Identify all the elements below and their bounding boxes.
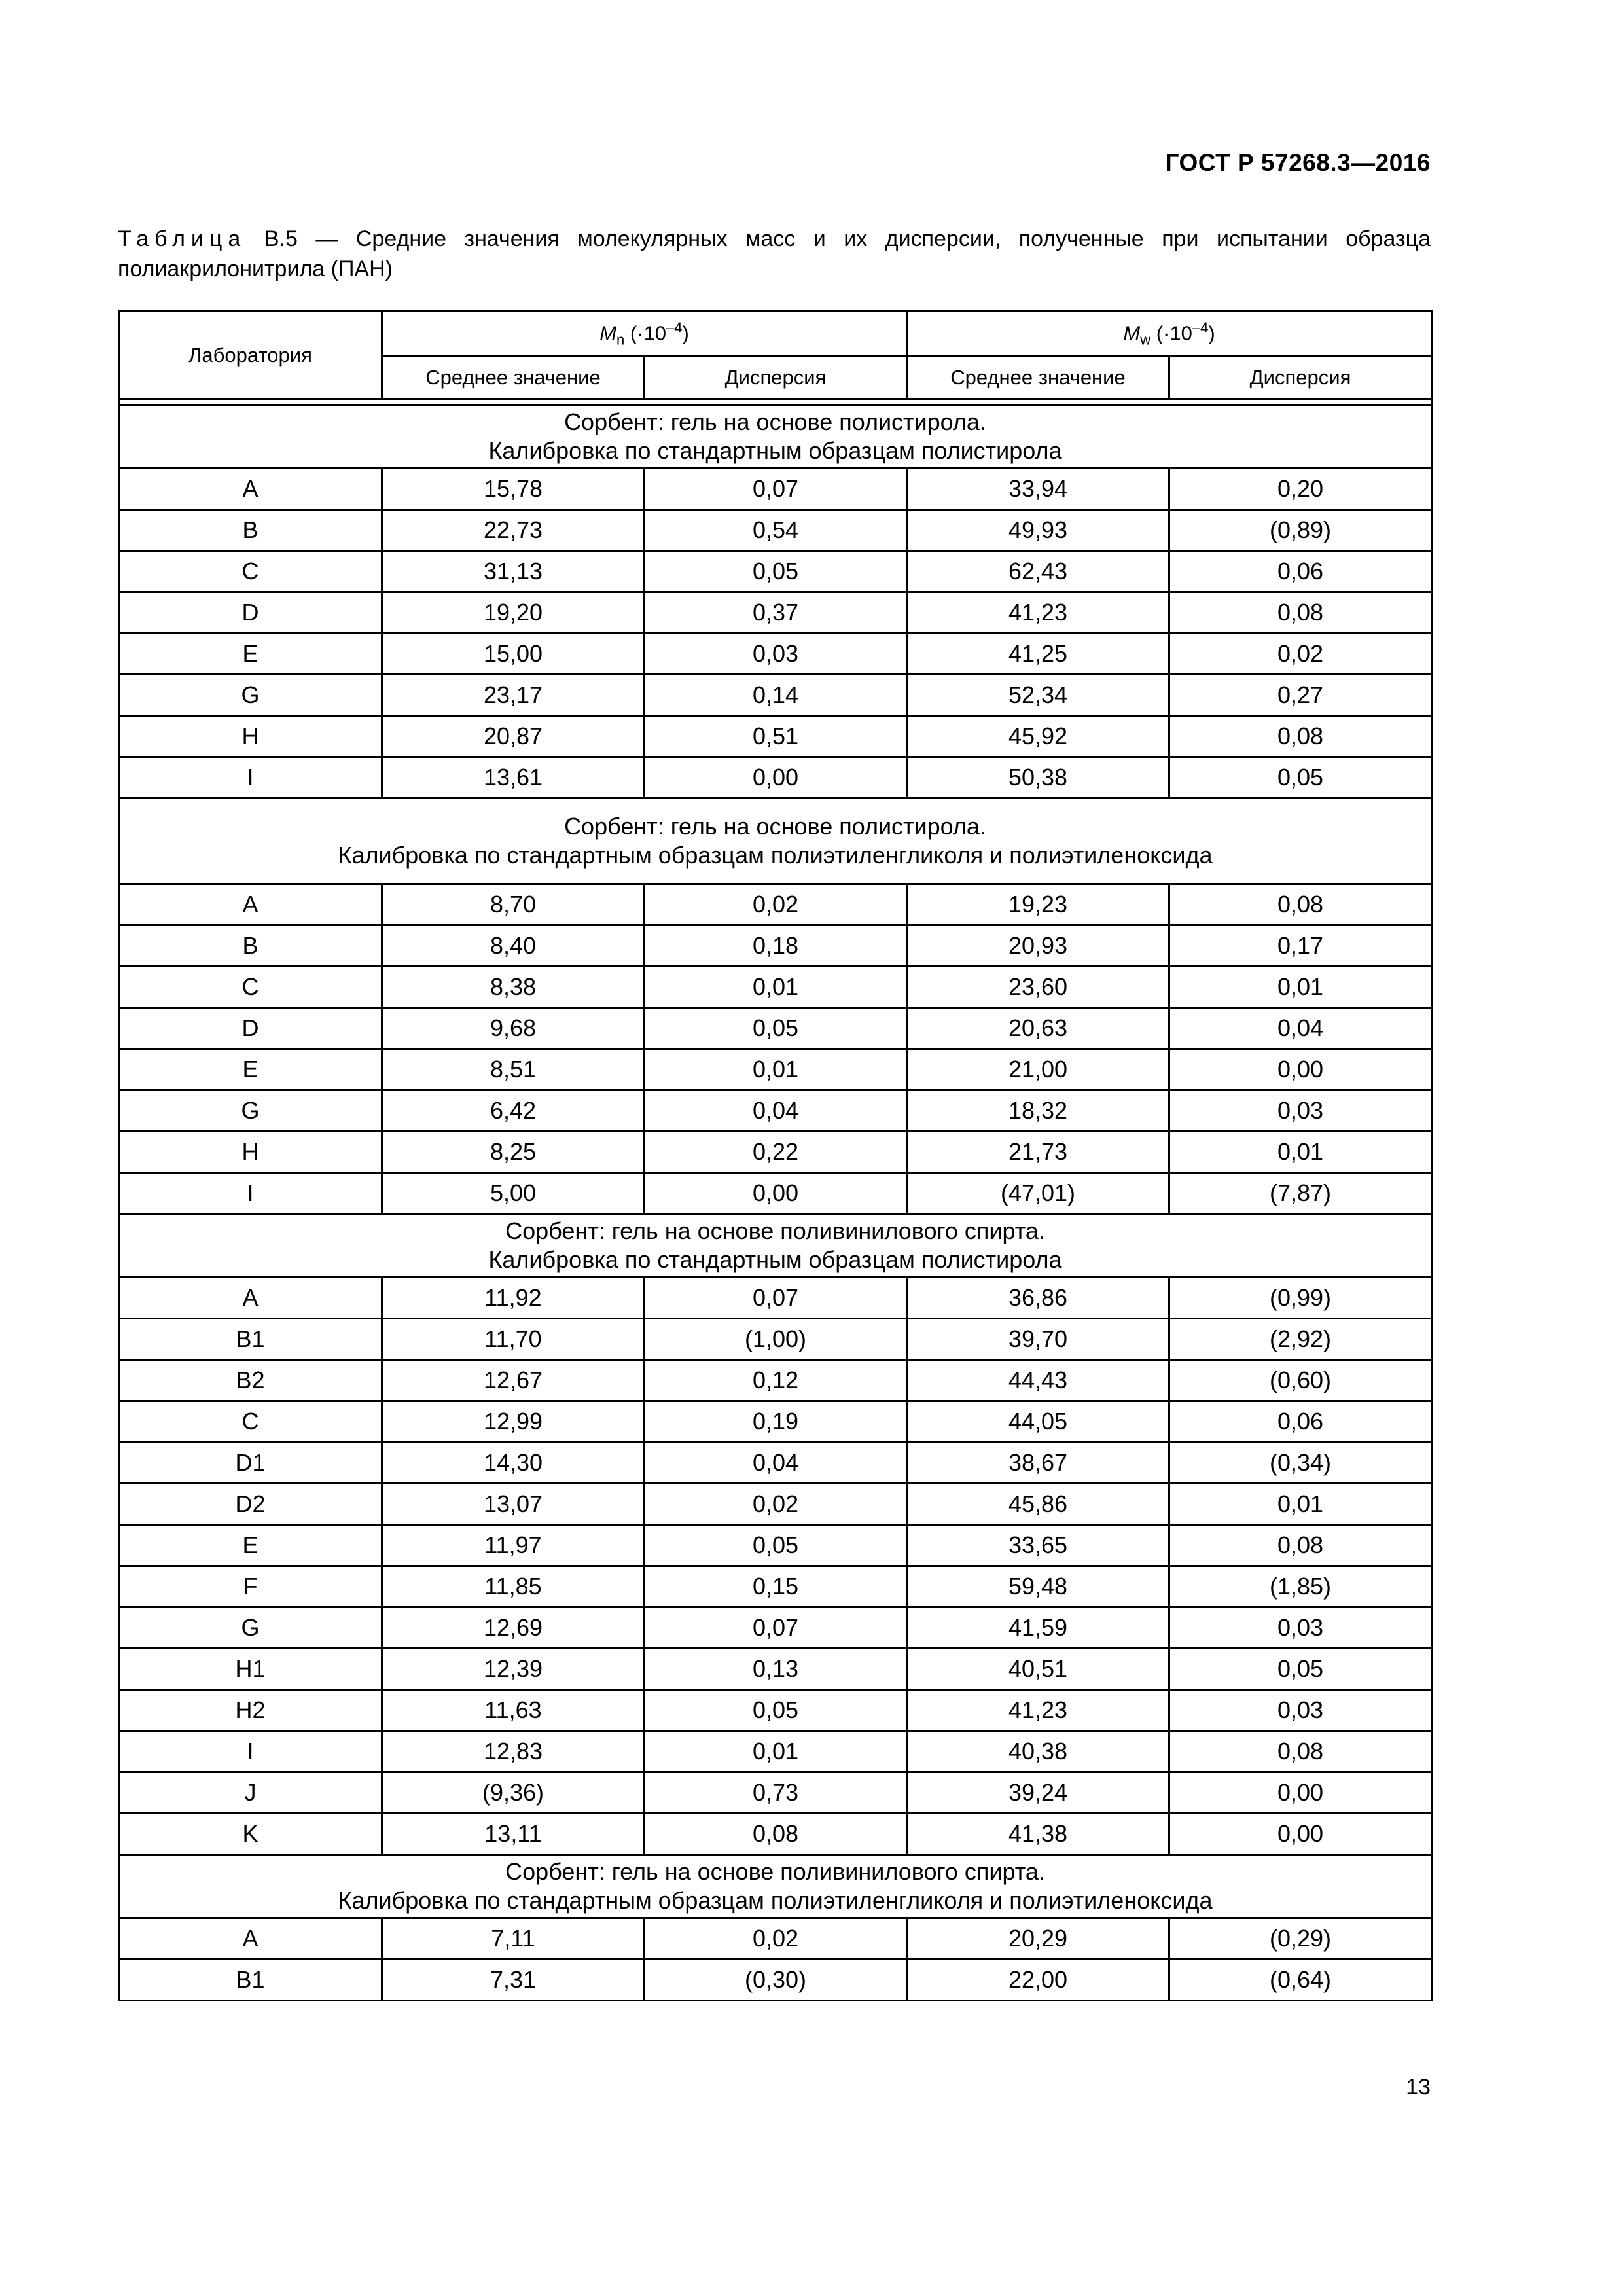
cell-mw-mean: 33,65 [907, 1525, 1169, 1566]
cell-lab: B2 [119, 1360, 382, 1401]
section-header [119, 798, 1432, 884]
cell-mn-dispersion: 0,01 [645, 1049, 907, 1090]
cell-mn-mean: 8,40 [382, 925, 645, 967]
table-row [119, 967, 1432, 1008]
cell-mn-dispersion: 0,01 [645, 1731, 907, 1772]
cell-mw-dispersion: (0,34) [1169, 1443, 1432, 1484]
cell-lab: F [119, 1566, 382, 1607]
cell-mn-mean: 15,78 [382, 469, 645, 510]
cell-mn-dispersion: 0,03 [645, 634, 907, 675]
cell-mn-dispersion: 0,07 [645, 1278, 907, 1319]
cell-mw-mean: 45,86 [907, 1484, 1169, 1525]
cell-mn-dispersion: 0,02 [645, 884, 907, 925]
cell-mw-mean: 39,70 [907, 1319, 1169, 1360]
cell-mw-dispersion: 0,05 [1169, 757, 1432, 798]
cell-mw-mean: 21,73 [907, 1132, 1169, 1173]
table-row [119, 884, 1432, 925]
table-row [119, 716, 1432, 757]
molecular-mass-table [118, 310, 1433, 2001]
cell-mn-mean: 6,42 [382, 1090, 645, 1132]
cell-lab: J [119, 1772, 382, 1814]
cell-mn-mean: 31,13 [382, 551, 645, 592]
table-row [119, 1772, 1432, 1814]
col-header-mw: $M_w$ $(\cdot 10^{-4})$ [907, 312, 1432, 357]
cell-mw-dispersion: 0,00 [1169, 1772, 1432, 1814]
cell-lab: I [119, 1731, 382, 1772]
cell-mn-dispersion: 0,07 [645, 469, 907, 510]
section-header [119, 1214, 1432, 1278]
cell-mw-mean: 38,67 [907, 1443, 1169, 1484]
table-row [119, 551, 1432, 592]
cell-mn-mean: 15,00 [382, 634, 645, 675]
cell-mw-mean: 20,29 [907, 1918, 1169, 1960]
cell-mw-dispersion: 0,01 [1169, 1484, 1432, 1525]
section-header [119, 1855, 1432, 1918]
cell-mn-mean: 14,30 [382, 1443, 645, 1484]
cell-mn-mean: 9,68 [382, 1008, 645, 1049]
cell-lab: G [119, 1607, 382, 1649]
cell-mw-dispersion: 0,05 [1169, 1649, 1432, 1690]
cell-mn-mean: 13,61 [382, 757, 645, 798]
cell-mw-dispersion: 0,04 [1169, 1008, 1432, 1049]
cell-mn-dispersion: 0,15 [645, 1566, 907, 1607]
cell-mn-dispersion: 0,05 [645, 1008, 907, 1049]
cell-mn-mean: 11,63 [382, 1690, 645, 1731]
col-header-mn-dispersion: Дисперсия [645, 357, 907, 399]
cell-mw-mean: (47,01) [907, 1173, 1169, 1214]
cell-mn-mean: 19,20 [382, 592, 645, 634]
cell-mw-mean: 33,94 [907, 469, 1169, 510]
cell-mw-mean: 40,51 [907, 1649, 1169, 1690]
cell-mw-mean: 36,86 [907, 1278, 1169, 1319]
section-title [119, 798, 1432, 884]
cell-mw-dispersion: (1,85) [1169, 1566, 1432, 1607]
cell-mw-dispersion: 0,17 [1169, 925, 1432, 967]
cell-mn-dispersion: 0,07 [645, 1607, 907, 1649]
cell-mn-mean: 8,51 [382, 1049, 645, 1090]
cell-mw-mean: 20,93 [907, 925, 1169, 967]
cell-mn-dispersion: (1,00) [645, 1319, 907, 1360]
cell-lab: G [119, 675, 382, 716]
cell-mw-mean: 20,63 [907, 1008, 1169, 1049]
col-header-laboratory: Лаборатория [119, 312, 382, 399]
cell-mw-mean: 41,23 [907, 592, 1169, 634]
section-calibration: Калибровка по стандартным образцам полистирола [488, 437, 1062, 464]
table-row [119, 592, 1432, 634]
cell-mw-mean: 45,92 [907, 716, 1169, 757]
cell-mn-dispersion: 0,18 [645, 925, 907, 967]
cell-mn-dispersion: 0,02 [645, 1918, 907, 1960]
table-row [119, 1443, 1432, 1484]
table-row [119, 634, 1432, 675]
section-calibration: Калибровка по стандартным образцам полиэтиленгликоля и полиэтиленоксида [338, 1887, 1213, 1914]
cell-mw-dispersion: (0,64) [1169, 1960, 1432, 2001]
table-row [119, 1960, 1432, 2001]
cell-lab: H2 [119, 1690, 382, 1731]
cell-mw-mean: 59,48 [907, 1566, 1169, 1607]
section-header [119, 405, 1432, 469]
cell-lab: A [119, 884, 382, 925]
cell-mw-dispersion: 0,01 [1169, 1132, 1432, 1173]
cell-mw-mean: 50,38 [907, 757, 1169, 798]
section-sorbent: Сорбент: гель на основе поливинилового спирта. [505, 1217, 1045, 1244]
cell-mw-dispersion: 0,08 [1169, 1731, 1432, 1772]
cell-mw-mean: 41,59 [907, 1607, 1169, 1649]
table-row [119, 1319, 1432, 1360]
cell-mw-dispersion: 0,27 [1169, 675, 1432, 716]
table-body [119, 405, 1432, 2001]
cell-mw-dispersion: (7,87) [1169, 1173, 1432, 1214]
section-calibration: Калибровка по стандартным образцам полиэтиленгликоля и полиэтиленоксида [338, 842, 1213, 869]
cell-lab: A [119, 1278, 382, 1319]
cell-mw-mean: 41,38 [907, 1814, 1169, 1855]
table-row [119, 1731, 1432, 1772]
cell-lab: K [119, 1814, 382, 1855]
table-row [119, 1690, 1432, 1731]
cell-mn-mean: 12,99 [382, 1401, 645, 1443]
table-row [119, 1173, 1432, 1214]
table-row [119, 1278, 1432, 1319]
cell-mn-mean: 13,07 [382, 1484, 645, 1525]
col-header-mw-mean: Среднее значение [907, 357, 1169, 399]
table-row [119, 1607, 1432, 1649]
cell-mw-dispersion: 0,02 [1169, 634, 1432, 675]
cell-mn-dispersion: 0,05 [645, 1525, 907, 1566]
cell-mw-dispersion: (0,60) [1169, 1360, 1432, 1401]
cell-mn-mean: 5,00 [382, 1173, 645, 1214]
cell-mn-dispersion: 0,05 [645, 1690, 907, 1731]
cell-mn-mean: 13,11 [382, 1814, 645, 1855]
cell-mn-mean: 8,70 [382, 884, 645, 925]
table-row [119, 1132, 1432, 1173]
cell-mn-mean: 12,69 [382, 1607, 645, 1649]
cell-mn-dispersion: 0,54 [645, 510, 907, 551]
cell-mw-dispersion: 0,06 [1169, 1401, 1432, 1443]
cell-mn-dispersion: 0,73 [645, 1772, 907, 1814]
cell-mw-mean: 40,38 [907, 1731, 1169, 1772]
cell-mn-mean: 11,97 [382, 1525, 645, 1566]
cell-lab: E [119, 1049, 382, 1090]
cell-lab: B1 [119, 1960, 382, 2001]
cell-lab: E [119, 634, 382, 675]
cell-mn-mean: 12,67 [382, 1360, 645, 1401]
cell-mn-mean: 7,11 [382, 1918, 645, 1960]
cell-mn-mean: 8,38 [382, 967, 645, 1008]
cell-mw-mean: 21,00 [907, 1049, 1169, 1090]
col-header-mn-mean: Среднее значение [382, 357, 645, 399]
cell-mn-mean: 7,31 [382, 1960, 645, 2001]
cell-lab: B [119, 510, 382, 551]
cell-lab: D [119, 1008, 382, 1049]
cell-mw-dispersion: 0,00 [1169, 1814, 1432, 1855]
cell-mw-mean: 44,05 [907, 1401, 1169, 1443]
table-row [119, 1090, 1432, 1132]
cell-lab: A [119, 1918, 382, 1960]
cell-mn-dispersion: 0,00 [645, 1173, 907, 1214]
cell-mn-mean: 11,85 [382, 1566, 645, 1607]
cell-mn-mean: 8,25 [382, 1132, 645, 1173]
document-id: ГОСТ Р 57268.3—2016 [1165, 149, 1431, 176]
section-sorbent: Сорбент: гель на основе поливинилового спирта. [505, 1858, 1045, 1885]
cell-lab: I [119, 1173, 382, 1214]
cell-mw-mean: 39,24 [907, 1772, 1169, 1814]
table-row [119, 1008, 1432, 1049]
cell-mn-dispersion: 0,05 [645, 551, 907, 592]
col-header-mw-dispersion: Дисперсия [1169, 357, 1432, 399]
cell-mw-dispersion: 0,08 [1169, 592, 1432, 634]
cell-mw-mean: 41,25 [907, 634, 1169, 675]
table-row [119, 1360, 1432, 1401]
table-row [119, 757, 1432, 798]
cell-mw-dispersion: 0,00 [1169, 1049, 1432, 1090]
section-sorbent: Сорбент: гель на основе полистирола. [564, 408, 986, 435]
cell-mn-dispersion: 0,19 [645, 1401, 907, 1443]
cell-mw-dispersion: 0,08 [1169, 884, 1432, 925]
cell-mn-dispersion: 0,08 [645, 1814, 907, 1855]
table-row [119, 469, 1432, 510]
table-row [119, 1814, 1432, 1855]
table-row [119, 1566, 1432, 1607]
cell-mw-mean: 62,43 [907, 551, 1169, 592]
cell-mw-dispersion: (0,99) [1169, 1278, 1432, 1319]
cell-mw-dispersion: 0,08 [1169, 1525, 1432, 1566]
cell-mn-mean: 22,73 [382, 510, 645, 551]
cell-mn-mean: 12,83 [382, 1731, 645, 1772]
cell-mn-dispersion: 0,01 [645, 967, 907, 1008]
cell-lab: A [119, 469, 382, 510]
cell-mn-dispersion: 0,51 [645, 716, 907, 757]
section-calibration: Калибровка по стандартным образцам полистирола [488, 1246, 1062, 1273]
cell-lab: B [119, 925, 382, 967]
cell-mw-dispersion: 0,03 [1169, 1690, 1432, 1731]
cell-lab: E [119, 1525, 382, 1566]
cell-mn-mean: 12,39 [382, 1649, 645, 1690]
cell-mw-dispersion: (0,29) [1169, 1918, 1432, 1960]
page-number: 13 [1406, 2075, 1431, 2100]
cell-mn-dispersion: 0,04 [645, 1443, 907, 1484]
cell-mn-dispersion: 0,12 [645, 1360, 907, 1401]
section-sorbent: Сорбент: гель на основе полистирола. [564, 813, 986, 840]
cell-mw-dispersion: (0,89) [1169, 510, 1432, 551]
cell-lab: H1 [119, 1649, 382, 1690]
cell-mn-dispersion: 0,14 [645, 675, 907, 716]
cell-mn-mean: 11,70 [382, 1319, 645, 1360]
cell-mn-mean: 11,92 [382, 1278, 645, 1319]
cell-mn-dispersion: 0,22 [645, 1132, 907, 1173]
cell-mw-mean: 22,00 [907, 1960, 1169, 2001]
cell-mw-dispersion: 0,20 [1169, 469, 1432, 510]
cell-mw-mean: 49,93 [907, 510, 1169, 551]
table-row [119, 675, 1432, 716]
cell-mn-dispersion: (0,30) [645, 1960, 907, 2001]
table-row [119, 1049, 1432, 1090]
table-row [119, 1525, 1432, 1566]
cell-lab: C [119, 551, 382, 592]
cell-mw-dispersion: 0,01 [1169, 967, 1432, 1008]
section-title [119, 405, 1432, 469]
cell-lab: D [119, 592, 382, 634]
section-title [119, 1214, 1432, 1278]
cell-mw-dispersion: (2,92) [1169, 1319, 1432, 1360]
table-row [119, 925, 1432, 967]
caption-lead: Таблица [118, 226, 247, 251]
table-row [119, 510, 1432, 551]
cell-mw-dispersion: 0,03 [1169, 1607, 1432, 1649]
cell-mn-dispersion: 0,00 [645, 757, 907, 798]
cell-mn-dispersion: 0,04 [645, 1090, 907, 1132]
cell-mw-mean: 19,23 [907, 884, 1169, 925]
cell-lab: G [119, 1090, 382, 1132]
cell-mn-mean: (9,36) [382, 1772, 645, 1814]
cell-mn-mean: 20,87 [382, 716, 645, 757]
cell-mw-mean: 52,34 [907, 675, 1169, 716]
header-row-top [119, 312, 1432, 357]
cell-lab: C [119, 967, 382, 1008]
cell-mw-mean: 44,43 [907, 1360, 1169, 1401]
cell-mn-dispersion: 0,13 [645, 1649, 907, 1690]
cell-mw-mean: 18,32 [907, 1090, 1169, 1132]
cell-mn-dispersion: 0,02 [645, 1484, 907, 1525]
cell-lab: H [119, 716, 382, 757]
cell-mn-mean: 23,17 [382, 675, 645, 716]
table-row [119, 1918, 1432, 1960]
cell-lab: D1 [119, 1443, 382, 1484]
cell-lab: B1 [119, 1319, 382, 1360]
caption-text: В.5 — Средние значения молекулярных масс и их дисперсии, полученные при испытании образца полиакрилонитрила (ПАН) [118, 226, 1431, 281]
table-row [119, 1484, 1432, 1525]
cell-mw-dispersion: 0,08 [1169, 716, 1432, 757]
col-header-mn: $M_n$ $(\cdot 10^{-4})$ [382, 312, 907, 357]
table-row [119, 1649, 1432, 1690]
table-row [119, 1401, 1432, 1443]
cell-lab: D2 [119, 1484, 382, 1525]
cell-mw-dispersion: 0,03 [1169, 1090, 1432, 1132]
cell-lab: H [119, 1132, 382, 1173]
table-caption [118, 224, 1431, 284]
cell-mn-dispersion: 0,37 [645, 592, 907, 634]
cell-lab: I [119, 757, 382, 798]
cell-mw-dispersion: 0,06 [1169, 551, 1432, 592]
section-title [119, 1855, 1432, 1918]
cell-mw-mean: 23,60 [907, 967, 1169, 1008]
cell-lab: C [119, 1401, 382, 1443]
cell-mw-mean: 41,23 [907, 1690, 1169, 1731]
